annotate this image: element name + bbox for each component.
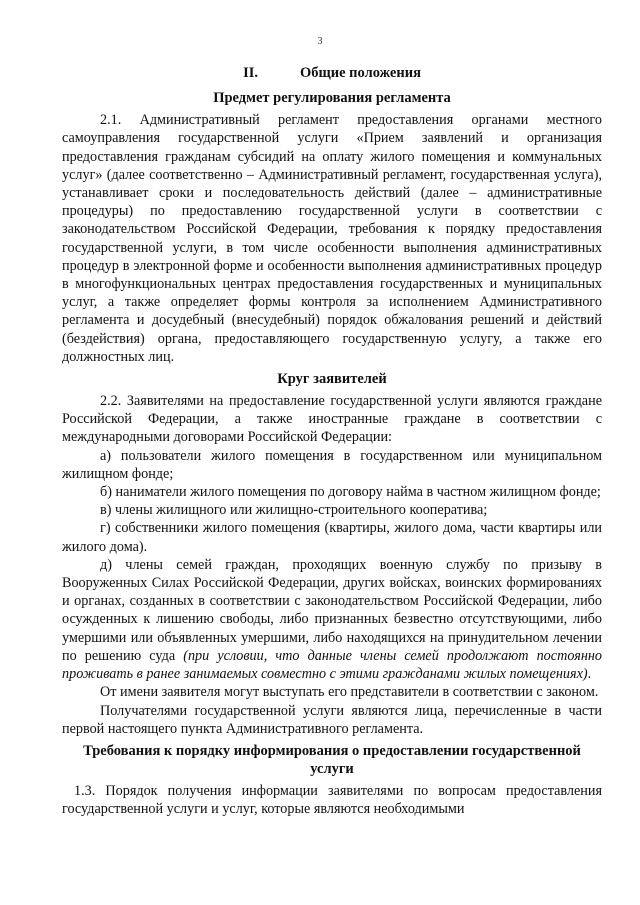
chapter-heading bbox=[62, 64, 602, 82]
paragraph-recipients: Получателями государственной услуги являются лица, перечисленные в части первой настоящего пункта Административного регламента. bbox=[62, 702, 602, 737]
list-item-c: в) члены жилищного или жилищно-строительного кооператива; bbox=[100, 502, 488, 519]
section-title-subject: Предмет регулирования регламента bbox=[213, 90, 451, 107]
paragraph-2-2: 2.2. Заявителями на предоставление государственной услуги являются граждане Российской Федерации, а также иностранные граждане в соответствии с международными договорами Российской Федерации: bbox=[62, 393, 602, 446]
list-item-d-text: д) члены семей граждан, проходящих военную службу по призыву в Вооруженных Силах Российской Федерации, других войсках, воинских формированиях и органах, созданных в соответствии с законодательством Российской Федерации, либо осужденных к лишению свободы, либо признанных безвестно отсутствующими, либо умершими или объявленных умершими, либо находящихся на принудительном лечении по решению суда bbox=[62, 556, 602, 664]
paragraph-representatives: От имени заявителя могут выступать его представители в соответствии с законом. bbox=[100, 684, 599, 701]
section-title-informing: Требования к порядку информирования о предоставлении государственной услуги bbox=[83, 742, 581, 777]
paragraph-2-1: 2.1. Административный регламент предоставления органами местного самоуправления государственной услуги «Прием заявлений и организация предоставления гражданам субсидий на оплату жилого помещения и коммунальных услуг» (далее соответственно – Административный регламент, государственная услуга), устанавливает сроки и последовательность действий (далее – административные процедуры) по предоставлению государственной услуги в соответствии с законодательством Российской Федерации, требования к порядку предоставления государственной услуги, в том числе особенности выполнения административных процедур в электронной форме и особенности выполнения административных процедур в многофункциональных центрах предоставления государственных и муниципальных услуг, а также определяет формы контроля за исполнением Административного регламента и досудебный (внесудебный) порядок обжалования решений и действий (бездействия) органа, предоставляющего государственную услугу, а также его должностных лиц. bbox=[62, 112, 602, 365]
list-item-g: г) собственники жилого помещения (квартиры, жилого дома, части квартиры или жилого дома). bbox=[62, 520, 602, 555]
list-item-d-end: . bbox=[587, 666, 592, 683]
chapter-title: Общие положения bbox=[299, 65, 421, 81]
section-title-applicants: Круг заявителей bbox=[277, 371, 387, 388]
page-number: 3 bbox=[317, 36, 323, 47]
chapter-number: II. bbox=[243, 65, 258, 81]
document-body bbox=[62, 64, 602, 818]
paragraph-1-3: 1.3. Порядок получения информации заявителями по вопросам предоставления государственной услуги и услуг, которые являются необходимыми bbox=[62, 782, 602, 818]
list-item-a: а) пользователи жилого помещения в государственном или муниципальном жилищном фонде; bbox=[62, 447, 602, 482]
list-item-b: б) наниматели жилого помещения по договору найма в частном жилищном фонде; bbox=[100, 484, 601, 501]
list-item-d-italic: (при условии, что данные члены семей продолжают постоянно проживать в ранее занимаемых совместно с этими гражданами жилых помещениях) bbox=[62, 647, 602, 683]
list-item-d bbox=[62, 556, 602, 683]
